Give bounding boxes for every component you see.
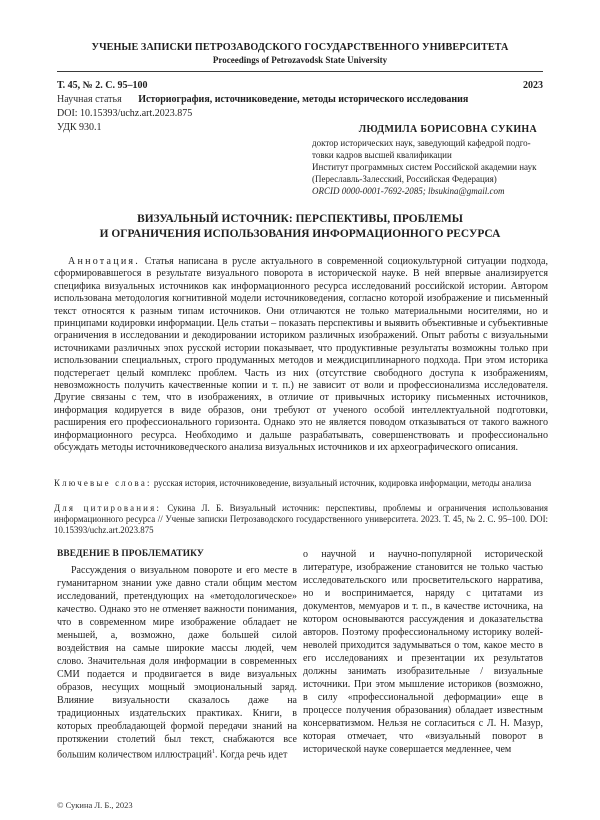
author-affiliation-line: доктор исторических наук, заведующий кафедрой подго-	[312, 138, 531, 148]
abstract-text: Статья написана в русле актуального в современной социокультурной ситуации подхода, сформировавшегося в результате визуального поворота в исторической науке. В ней впервые анализируется специфика визуальных источников как информационного ресурса исследований российской истории. Автором использована методология когнитивной модели источниковедения, согласно которой изображение и письменный текст относятся к разным типам источников. Они отличаются не только материальными носителями, но и принципами кодировки информации. Цель статьи – показать перспективы и выявить объективные и субъективные ограничения в исследовании и декодировании историком различных изображений. Опыт работы с визуальными источниками различных эпох русской истории показывает, что продуктивные результаты возможны только при использовании специальных, строго продуманных методов и междисциплинарного подхода. При этом историка подстерегает целый комплекс проблем. Часть из них (отсутствие свободного доступа к изображениям, невозможность получить качественные копии и т. п.) не зависит от воли и профессионализма исследователя. Другие связаны с тем, что в изображениях, в отличие от привычных историку письменных источников, информация кодируется в виде образов, они требуют от ученого особой интеллектуальной подготовки, расширения его профессионального горизонта. Однако это не является поводом отказываться от такого важного информационного ресурса. Необходимо и дальше разрабатывать, совершенствовать и профессионально обсуждать методы источниковедческого анализа визуальных источников и их археографического описания.	[54, 256, 548, 454]
section-heading: ВВЕДЕНИЕ В ПРОБЛЕМАТИКУ	[57, 549, 204, 559]
footnote-mark[interactable]: 1	[212, 749, 215, 755]
header-divider	[57, 71, 543, 72]
keywords-label: Ключевые слова:	[54, 478, 152, 488]
volume-pages: Т. 45, № 2. С. 95–100	[57, 80, 148, 91]
citation-text: Сукина Л. Б. Визуальный источник: перспективы, проблемы и ограничения использования информационного ресурса // Ученые записки Петрозаводского государственного университета. 2023. Т. 45, № 2. С. 95–100. DOI: 10.15393/uchz.art.2023.875	[54, 503, 549, 535]
body-text: Рассуждения о визуальном повороте и его месте в гуманитарном знании уже давно стали общим местом исследований, претендующих на «методологическое» качество. Однако это не отменяет важности понимания, что в современном мире изображение обладает не меньшей, а, возможно, даже большей силой воздействия на самые широкие массы людей, чем слово. Значительная доля информации в современных СМИ подается и продвигается в виде визуальных образов, несущих мощный эмоциональный заряд. Влияние визуальности сказалось даже на традиционных издательских практиках. Книги, в которых преобладающей формой передачи знаний на протяжении столетий был текст, снабжаются все большим количеством иллюстраций	[57, 565, 297, 761]
journal-header	[57, 42, 543, 66]
copyright: © Сукина Л. Б., 2023	[57, 800, 133, 810]
author-affiliation-line: товки кадров высшей квалификации	[312, 150, 452, 160]
doi[interactable]: DOI: 10.15393/uchz.art.2023.875	[57, 108, 193, 119]
body-column-left	[57, 548, 297, 761]
author-orcid-email[interactable]: ORCID 0000-0001-7692-2085; lbsukina@gmail.com	[312, 186, 505, 196]
body-text: . Когда речь идет	[215, 749, 288, 761]
author-block	[312, 124, 557, 197]
journal-title: УЧЕНЫЕ ЗАПИСКИ ПЕТРОЗАВОДСКОГО ГОСУДАРСТВЕННОГО УНИВЕРСИТЕТА	[91, 42, 509, 53]
abstract	[54, 256, 548, 455]
article-title-line: И ОГРАНИЧЕНИЯ ИСПОЛЬЗОВАНИЯ ИНФОРМАЦИОННОГО РЕСУРСА	[99, 227, 501, 240]
author-affiliation-line: (Переславль-Залесский, Российская Федерация)	[312, 174, 497, 184]
article-type: Научная статья	[57, 94, 122, 105]
body-column-right	[303, 548, 543, 756]
body-paragraph	[57, 564, 297, 761]
author-affiliation-line: Институт программных систем Российской академии наук	[312, 162, 537, 172]
keywords	[54, 478, 548, 489]
journal-section: Историография, источниковедение, методы исторического исследования	[138, 94, 469, 105]
publication-year: 2023	[523, 80, 543, 91]
body-paragraph: о научной и научно-популярной исторической литературе, изображение становится не только частью исследовательского или просветительского нарратива, но и воспринимается, наряду с цитатами из документов, мемуаров и т. п., в качестве источника, на котором основываются рассуждения и доказательства авторов. Поэтому профессиональному историку волей-неволей приходится задумываться о том, какое место в его исследованиях и презентации их результатов должны занимать изобразительные / визуальные источники. При этом мышление историков (возможно, в силу «профессиональной деформации» еще в процессе получения образования) обладает известным консерватизмом. Нельзя не согласиться с Л. Н. Мазур, которая отмечает, что «визуальный поворот в исторической науке совершается медленнее, чем	[303, 549, 543, 755]
article-title-line: ВИЗУАЛЬНЫЙ ИСТОЧНИК: ПЕРСПЕКТИВЫ, ПРОБЛЕМЫ	[137, 213, 463, 225]
citation-label: Для цитирования:	[54, 503, 162, 513]
udk: УДК 930.1	[57, 122, 102, 133]
author-name: ЛЮДМИЛА БОРИСОВНА СУКИНА	[358, 124, 537, 135]
journal-subtitle: Proceedings of Petrozavodsk State University	[212, 55, 388, 65]
citation	[54, 503, 548, 536]
article-title	[40, 212, 560, 241]
abstract-label: Аннотация.	[68, 256, 140, 267]
keywords-text: русская история, источниковедение, визуальный источник, кодировка информации, методы анализа	[153, 478, 532, 488]
